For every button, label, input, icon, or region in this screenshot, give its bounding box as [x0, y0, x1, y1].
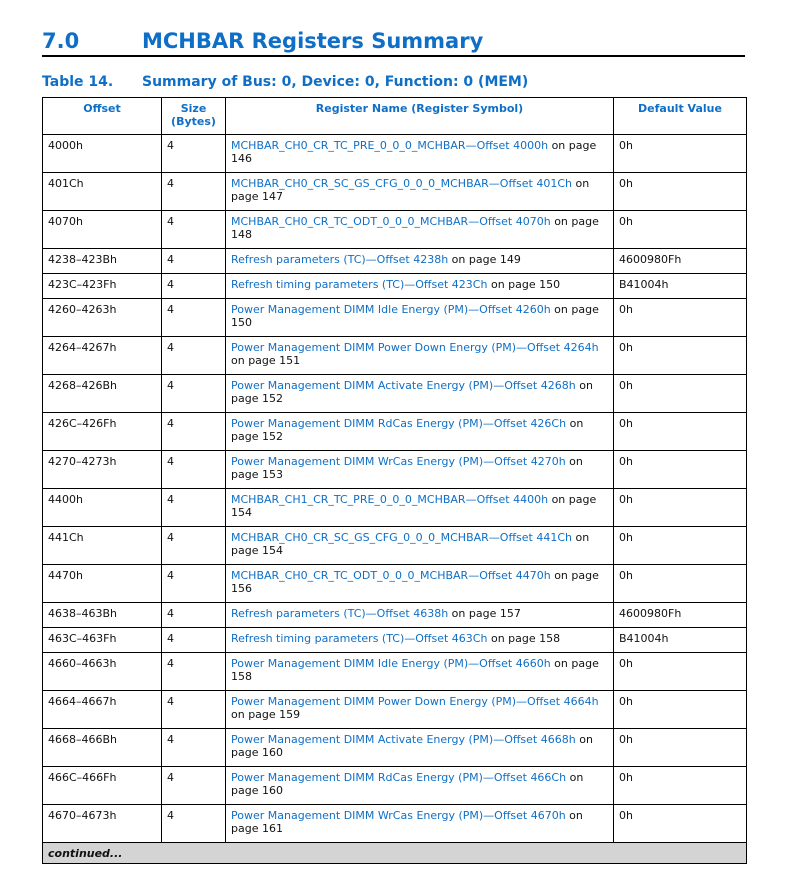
cell-offset: 441Ch — [43, 527, 162, 565]
cell-register-name — [226, 375, 614, 413]
table-row — [43, 805, 747, 843]
table-header-row — [43, 98, 747, 135]
page-reference: on page 150 — [231, 303, 599, 329]
page-reference: on page 149 — [448, 253, 521, 266]
header-register-name: Register Name (Register Symbol) — [226, 98, 614, 135]
cell-default-value: 0h — [614, 729, 747, 767]
cell-default-value: 0h — [614, 413, 747, 451]
cell-register-name — [226, 628, 614, 653]
register-link[interactable]: MCHBAR_CH0_CR_TC_ODT_0_0_0_MCHBAR—Offset 4470h — [231, 569, 551, 582]
register-link[interactable]: Power Management DIMM Power Down Energy (PM)—Offset 4664h — [231, 695, 599, 708]
table-row — [43, 653, 747, 691]
cell-offset: 4470h — [43, 565, 162, 603]
page-reference: on page 153 — [231, 455, 583, 481]
cell-offset: 4664–4667h — [43, 691, 162, 729]
cell-default-value: 4600980Fh — [614, 249, 747, 274]
table-row — [43, 299, 747, 337]
cell-offset: 4270–4273h — [43, 451, 162, 489]
page-reference: on page 154 — [231, 493, 597, 519]
cell-offset: 4260–4263h — [43, 299, 162, 337]
cell-size: 4 — [162, 274, 226, 299]
table-row — [43, 211, 747, 249]
register-link[interactable]: Power Management DIMM WrCas Energy (PM)—Offset 4670h — [231, 809, 566, 822]
table-row — [43, 451, 747, 489]
cell-default-value: 0h — [614, 299, 747, 337]
register-link[interactable]: Refresh parameters (TC)—Offset 4638h — [231, 607, 449, 620]
cell-register-name — [226, 805, 614, 843]
cell-register-name — [226, 173, 614, 211]
cell-register-name — [226, 211, 614, 249]
cell-register-name — [226, 603, 614, 628]
cell-offset: 4670–4673h — [43, 805, 162, 843]
cell-default-value: B41004h — [614, 628, 747, 653]
page-reference: on page 150 — [487, 278, 561, 291]
cell-size: 4 — [162, 603, 226, 628]
cell-register-name — [226, 299, 614, 337]
cell-size: 4 — [162, 299, 226, 337]
cell-register-name — [226, 451, 614, 489]
cell-size: 4 — [162, 489, 226, 527]
cell-offset: 426C–426Fh — [43, 413, 162, 451]
page-reference: on page 148 — [231, 215, 599, 241]
table-row — [43, 767, 747, 805]
cell-offset: 466C–466Fh — [43, 767, 162, 805]
cell-register-name — [226, 413, 614, 451]
table-caption — [42, 72, 745, 92]
continued-label: continued... — [43, 843, 747, 864]
register-link[interactable]: Power Management DIMM Idle Energy (PM)—Offset 4260h — [231, 303, 551, 316]
section-title: MCHBAR Registers Summary — [142, 29, 484, 53]
cell-size: 4 — [162, 451, 226, 489]
cell-register-name — [226, 767, 614, 805]
cell-default-value: 0h — [614, 451, 747, 489]
table-row — [43, 375, 747, 413]
header-offset: Offset — [43, 98, 162, 135]
table-row — [43, 337, 747, 375]
continued-row — [43, 843, 747, 864]
table-row — [43, 729, 747, 767]
table-row — [43, 603, 747, 628]
cell-register-name — [226, 489, 614, 527]
header-size-line1: Size — [180, 102, 207, 115]
page-reference: on page 158 — [487, 632, 561, 645]
cell-size: 4 — [162, 135, 226, 173]
page-reference: on page 151 — [231, 354, 301, 367]
table-row — [43, 691, 747, 729]
section-number: 7.0 — [42, 29, 80, 53]
cell-default-value: 0h — [614, 173, 747, 211]
register-link[interactable]: Power Management DIMM WrCas Energy (PM)—Offset 4270h — [231, 455, 566, 468]
table-caption-text: Summary of Bus: 0, Device: 0, Function: 0 (MEM) — [142, 74, 529, 90]
header-size — [162, 98, 226, 135]
register-link[interactable]: Refresh timing parameters (TC)—Offset 463Ch — [231, 632, 488, 645]
register-link[interactable]: MCHBAR_CH0_CR_SC_GS_CFG_0_0_0_MCHBAR—Offset 401Ch — [231, 177, 572, 190]
cell-offset: 423C–423Fh — [43, 274, 162, 299]
cell-size: 4 — [162, 628, 226, 653]
cell-offset: 4070h — [43, 211, 162, 249]
cell-default-value: 0h — [614, 337, 747, 375]
register-link[interactable]: Power Management DIMM Power Down Energy (PM)—Offset 4264h — [231, 341, 599, 354]
page-reference: on page 152 — [231, 417, 584, 443]
table-row — [43, 489, 747, 527]
page-reference: on page 146 — [231, 139, 597, 165]
cell-offset: 4638–463Bh — [43, 603, 162, 628]
cell-offset: 4400h — [43, 489, 162, 527]
cell-default-value: 0h — [614, 767, 747, 805]
cell-register-name — [226, 527, 614, 565]
page-reference: on page 147 — [231, 177, 590, 203]
cell-default-value: 0h — [614, 691, 747, 729]
cell-register-name — [226, 565, 614, 603]
cell-default-value: 0h — [614, 211, 747, 249]
register-link[interactable]: Power Management DIMM RdCas Energy (PM)—Offset 466Ch — [231, 771, 567, 784]
register-link[interactable]: Power Management DIMM Activate Energy (PM)—Offset 4268h — [231, 379, 576, 392]
table-row — [43, 527, 747, 565]
table-row — [43, 628, 747, 653]
cell-register-name — [226, 274, 614, 299]
cell-size: 4 — [162, 805, 226, 843]
table-row — [43, 565, 747, 603]
cell-register-name — [226, 249, 614, 274]
cell-size: 4 — [162, 691, 226, 729]
cell-register-name — [226, 691, 614, 729]
register-link[interactable]: Power Management DIMM Activate Energy (PM)—Offset 4668h — [231, 733, 576, 746]
page-reference: on page 156 — [231, 569, 599, 595]
page-reference: on page 159 — [231, 708, 301, 721]
cell-offset: 4660–4663h — [43, 653, 162, 691]
table-label: Table 14. — [42, 74, 114, 90]
cell-size: 4 — [162, 249, 226, 274]
cell-register-name — [226, 337, 614, 375]
cell-default-value: 0h — [614, 527, 747, 565]
register-summary-table — [42, 97, 747, 864]
cell-default-value: 4600980Fh — [614, 603, 747, 628]
cell-size: 4 — [162, 211, 226, 249]
page-reference: on page 161 — [231, 809, 583, 835]
cell-size: 4 — [162, 729, 226, 767]
cell-offset: 4238–423Bh — [43, 249, 162, 274]
page-reference: on page 160 — [231, 771, 584, 797]
table-row — [43, 173, 747, 211]
header-size-line2: (Bytes) — [171, 115, 216, 128]
cell-size: 4 — [162, 375, 226, 413]
header-default-value: Default Value — [614, 98, 747, 135]
cell-size: 4 — [162, 413, 226, 451]
cell-default-value: 0h — [614, 565, 747, 603]
cell-register-name — [226, 135, 614, 173]
cell-size: 4 — [162, 767, 226, 805]
cell-register-name — [226, 653, 614, 691]
register-link[interactable]: Power Management DIMM Idle Energy (PM)—Offset 4660h — [231, 657, 551, 670]
cell-offset: 4264–4267h — [43, 337, 162, 375]
cell-default-value: B41004h — [614, 274, 747, 299]
cell-size: 4 — [162, 565, 226, 603]
register-link[interactable]: Refresh timing parameters (TC)—Offset 423Ch — [231, 278, 488, 291]
table-row — [43, 249, 747, 274]
cell-size: 4 — [162, 527, 226, 565]
register-link[interactable]: Power Management DIMM RdCas Energy (PM)—Offset 426Ch — [231, 417, 567, 430]
page-reference: on page 152 — [231, 379, 593, 405]
page-reference: on page 154 — [231, 531, 590, 557]
cell-offset: 4268–426Bh — [43, 375, 162, 413]
register-link[interactable]: MCHBAR_CH0_CR_TC_ODT_0_0_0_MCHBAR—Offset 4070h — [231, 215, 551, 228]
table-row — [43, 135, 747, 173]
cell-offset: 4000h — [43, 135, 162, 173]
register-link[interactable]: MCHBAR_CH0_CR_SC_GS_CFG_0_0_0_MCHBAR—Offset 441Ch — [231, 531, 572, 544]
cell-register-name — [226, 729, 614, 767]
page-reference: on page 158 — [231, 657, 599, 683]
cell-offset: 401Ch — [43, 173, 162, 211]
register-link[interactable]: Refresh parameters (TC)—Offset 4238h — [231, 253, 449, 266]
cell-offset: 4668–466Bh — [43, 729, 162, 767]
table-body — [43, 135, 747, 864]
cell-default-value: 0h — [614, 489, 747, 527]
register-link[interactable]: MCHBAR_CH0_CR_TC_PRE_0_0_0_MCHBAR—Offset 4000h — [231, 139, 549, 152]
table-row — [43, 413, 747, 451]
page-reference: on page 160 — [231, 733, 593, 759]
cell-offset: 463C–463Fh — [43, 628, 162, 653]
cell-size: 4 — [162, 337, 226, 375]
cell-default-value: 0h — [614, 135, 747, 173]
page-reference: on page 157 — [448, 607, 521, 620]
table-row — [43, 274, 747, 299]
cell-default-value: 0h — [614, 805, 747, 843]
cell-size: 4 — [162, 653, 226, 691]
cell-default-value: 0h — [614, 653, 747, 691]
cell-default-value: 0h — [614, 375, 747, 413]
section-heading — [42, 27, 745, 57]
register-link[interactable]: MCHBAR_CH1_CR_TC_PRE_0_0_0_MCHBAR—Offset 4400h — [231, 493, 549, 506]
cell-size: 4 — [162, 173, 226, 211]
